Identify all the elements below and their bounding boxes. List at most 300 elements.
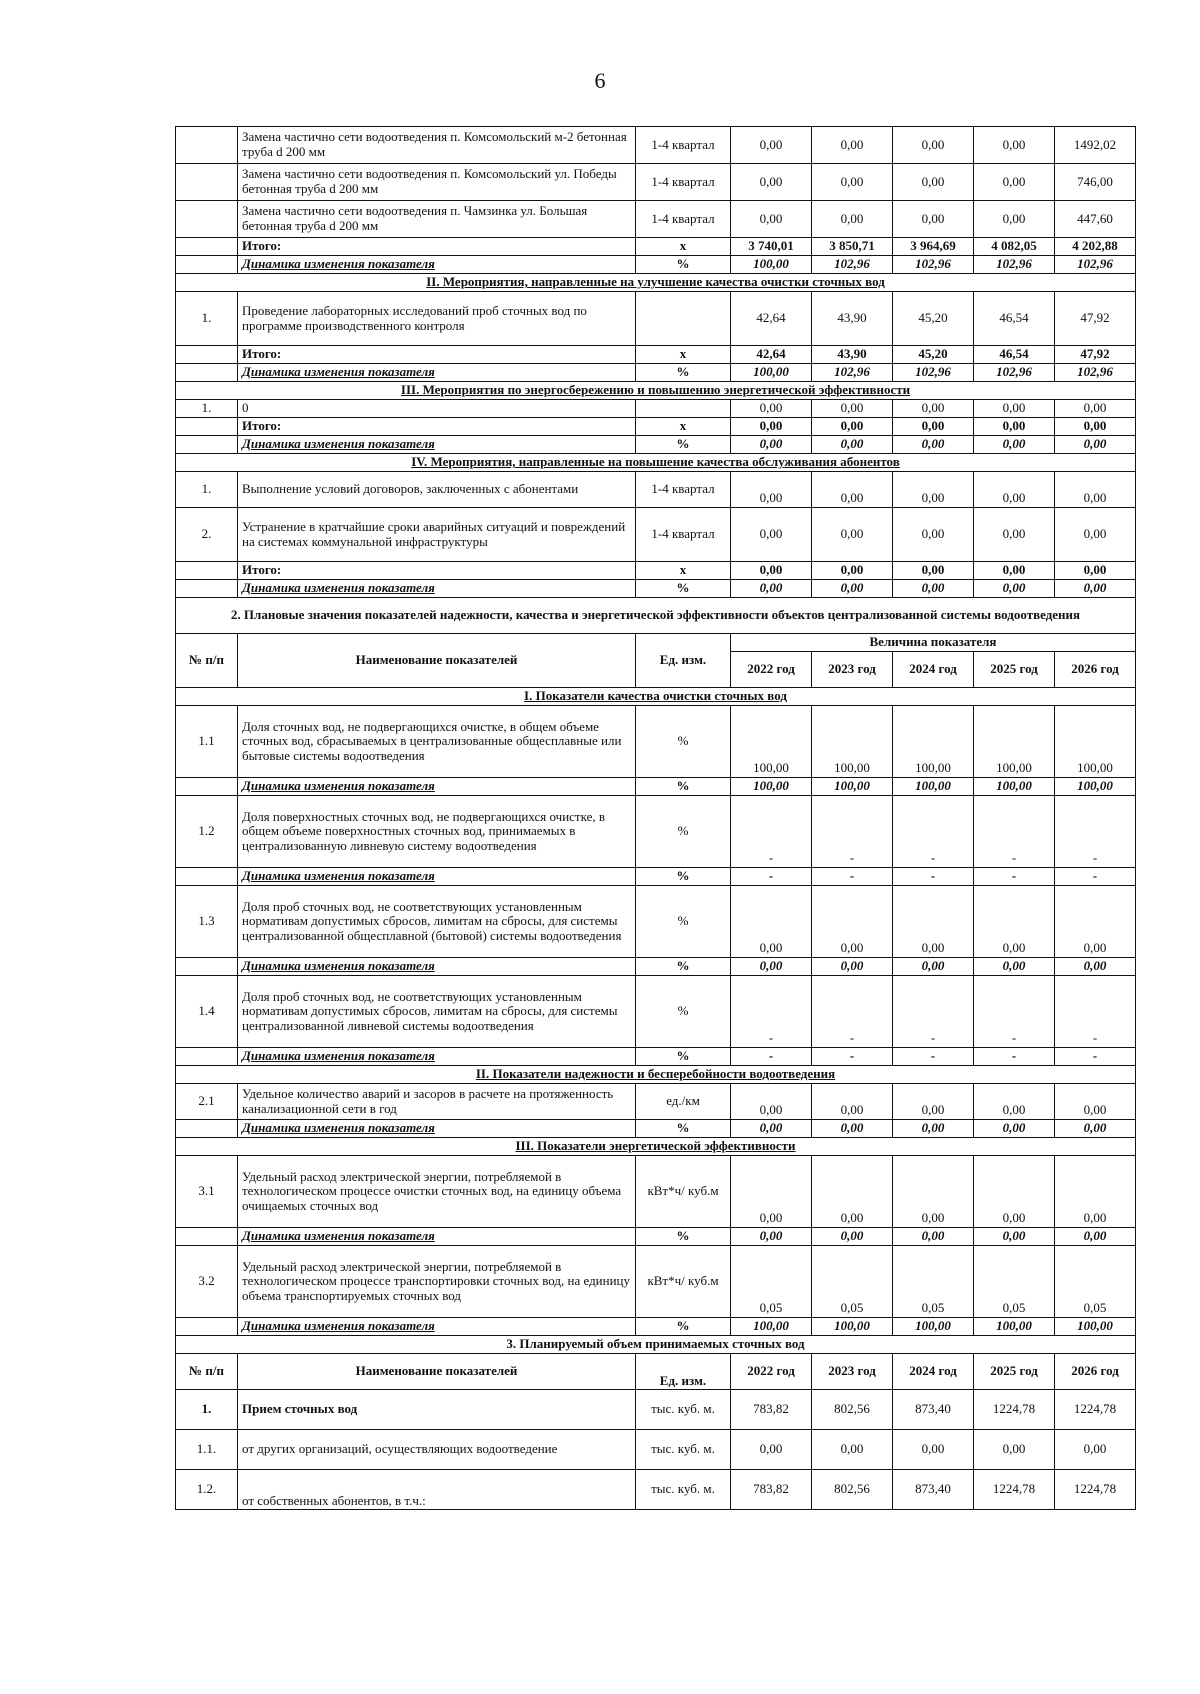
- measure-name: Выполнение условий договоров, заключенных с абонентами: [238, 472, 636, 508]
- value-cell: 0,00: [812, 436, 893, 454]
- value-cell: 46,54: [974, 292, 1055, 346]
- value-cell: 0,00: [1055, 1120, 1136, 1138]
- unit-cell: х: [636, 238, 731, 256]
- value-cell: 0,00: [1055, 436, 1136, 454]
- value-cell: 802,56: [812, 1390, 893, 1430]
- value-cell: 0,00: [893, 562, 974, 580]
- value-cell: 0,05: [893, 1246, 974, 1318]
- table-row: [176, 1156, 1136, 1228]
- row-number: 1.: [176, 1390, 238, 1430]
- value-cell: 873,40: [893, 1390, 974, 1430]
- unit-cell: 1-4 квартал: [636, 472, 731, 508]
- value-cell: -: [812, 796, 893, 868]
- part-header-row: [176, 1336, 1136, 1354]
- row-number: 3.1: [176, 1156, 238, 1228]
- value-cell: 0,00: [731, 418, 812, 436]
- value-cell: 0,00: [974, 1156, 1055, 1228]
- measure-name: 0: [238, 400, 636, 418]
- value-cell: -: [812, 868, 893, 886]
- unit-cell: 1-4 квартал: [636, 508, 731, 562]
- row-number: 1.: [176, 472, 238, 508]
- value-cell: 0,00: [731, 886, 812, 958]
- value-cell: 102,96: [1055, 256, 1136, 274]
- total-label: Итого:: [238, 562, 636, 580]
- value-cell: 0,00: [731, 508, 812, 562]
- dynamics-row: [176, 1048, 1136, 1066]
- header-name: Наименование показателей: [238, 1354, 636, 1390]
- page-number: 6: [594, 68, 606, 93]
- value-cell: -: [812, 1048, 893, 1066]
- header-year: 2022 год: [731, 652, 812, 688]
- header-year: 2022 год: [731, 1354, 812, 1390]
- unit-cell: кВт*ч/ куб.м: [636, 1246, 731, 1318]
- unit-cell: %: [636, 256, 731, 274]
- value-cell: 0,00: [1055, 580, 1136, 598]
- value-cell: 0,00: [812, 400, 893, 418]
- unit-cell: %: [636, 436, 731, 454]
- value-cell: 3 964,69: [893, 238, 974, 256]
- unit-cell: х: [636, 346, 731, 364]
- value-cell: 0,00: [812, 1120, 893, 1138]
- value-cell: 0,05: [731, 1246, 812, 1318]
- total-label: Итого:: [238, 346, 636, 364]
- value-cell: 0,00: [974, 1430, 1055, 1470]
- value-cell: 0,00: [731, 436, 812, 454]
- total-label: Итого:: [238, 238, 636, 256]
- value-cell: 0,00: [812, 1084, 893, 1120]
- value-cell: 100,00: [1055, 1318, 1136, 1336]
- total-row: [176, 562, 1136, 580]
- value-cell: 0,00: [812, 958, 893, 976]
- dynamics-row: [176, 868, 1136, 886]
- section-header-row: [176, 454, 1136, 472]
- value-cell: 0,00: [1055, 1156, 1136, 1228]
- value-cell: 0,00: [893, 164, 974, 201]
- header-name: Наименование показателей: [238, 634, 636, 688]
- value-cell: 0,00: [731, 1430, 812, 1470]
- value-cell: 0,00: [893, 418, 974, 436]
- value-cell: 0,00: [1055, 508, 1136, 562]
- value-cell: 0,00: [974, 472, 1055, 508]
- dynamics-label: Динамика изменения показателя: [238, 958, 636, 976]
- section-header-row: [176, 274, 1136, 292]
- unit-cell: %: [636, 976, 731, 1048]
- table-header-row: [176, 1354, 1136, 1390]
- dynamics-label: Динамика изменения показателя: [238, 1228, 636, 1246]
- value-cell: 0,00: [812, 580, 893, 598]
- value-cell: 0,00: [731, 562, 812, 580]
- value-cell: 4 202,88: [1055, 238, 1136, 256]
- value-cell: 3 850,71: [812, 238, 893, 256]
- indicator-name: Удельный расход электрической энергии, потребляемой в технологическом процессе транспортировки сточных вод, на единицу объема транспортируемых сточных вод: [238, 1246, 636, 1318]
- value-cell: 0,00: [893, 472, 974, 508]
- header-number: № п/п: [176, 634, 238, 688]
- value-cell: 0,05: [974, 1246, 1055, 1318]
- indicator-name: Доля сточных вод, не подвергающихся очистке, в общем объеме сточных вод, сбрасываемых в централизованные общесплавные или бытовые системы водоотведения: [238, 706, 636, 778]
- value-cell: 0,00: [812, 886, 893, 958]
- unit-cell: х: [636, 418, 731, 436]
- indicator-name: Удельное количество аварий и засоров в расчете на протяженность канализационной сети в год: [238, 1084, 636, 1120]
- measure-name: Замена частично сети водоотведения п. Чамзинка ул. Большая бетонная труба d 200 мм: [238, 201, 636, 238]
- value-cell: 0,00: [893, 127, 974, 164]
- measure-name: Замена частично сети водоотведения п. Комсомольский ул. Победы бетонная труба d 200 мм: [238, 164, 636, 201]
- dynamics-row: [176, 256, 1136, 274]
- table-row: [176, 976, 1136, 1048]
- value-cell: 0,00: [974, 886, 1055, 958]
- table-row: [176, 508, 1136, 562]
- header-year: 2024 год: [893, 652, 974, 688]
- value-cell: -: [974, 796, 1055, 868]
- dynamics-row: [176, 1120, 1136, 1138]
- value-cell: 1492,02: [1055, 127, 1136, 164]
- unit-cell: [636, 400, 731, 418]
- value-cell: 46,54: [974, 346, 1055, 364]
- value-cell: 783,82: [731, 1390, 812, 1430]
- table-row: [176, 1084, 1136, 1120]
- value-cell: 0,00: [1055, 1084, 1136, 1120]
- value-cell: 0,00: [893, 1156, 974, 1228]
- unit-cell: %: [636, 868, 731, 886]
- value-cell: 783,82: [731, 1470, 812, 1510]
- section-title: III. Показатели энергетической эффективности: [176, 1138, 1136, 1156]
- unit-cell: %: [636, 706, 731, 778]
- value-cell: 0,00: [974, 1228, 1055, 1246]
- value-cell: -: [893, 1048, 974, 1066]
- table-row: [176, 164, 1136, 201]
- value-cell: 0,00: [974, 1084, 1055, 1120]
- table-row: [176, 292, 1136, 346]
- value-cell: 0,00: [974, 400, 1055, 418]
- value-cell: 0,05: [1055, 1246, 1136, 1318]
- dynamics-label: Динамика изменения показателя: [238, 580, 636, 598]
- value-cell: 0,00: [731, 1084, 812, 1120]
- value-cell: 102,96: [893, 256, 974, 274]
- value-cell: -: [1055, 1048, 1136, 1066]
- unit-cell: ед./км: [636, 1084, 731, 1120]
- value-cell: 0,00: [731, 580, 812, 598]
- indicator-name: Доля проб сточных вод, не соответствующих установленным нормативам допустимых сбросов, лимитам на сбросы, для системы централизованной общесплавной (бытовой) системы водоотведения: [238, 886, 636, 958]
- value-cell: 0,00: [731, 127, 812, 164]
- value-cell: 0,05: [812, 1246, 893, 1318]
- table-row: [176, 472, 1136, 508]
- section-header-row: [176, 1066, 1136, 1084]
- value-cell: 0,00: [731, 472, 812, 508]
- dynamics-label: Динамика изменения показателя: [238, 364, 636, 382]
- header-year: 2023 год: [812, 1354, 893, 1390]
- indicator-name: Доля поверхностных сточных вод, не подвергающихся очистке, в общем объеме поверхностных сточных вод, принимаемых в централизованную ливневую систему водоотведения: [238, 796, 636, 868]
- header-year: 2025 год: [974, 1354, 1055, 1390]
- part-title: 2. Плановые значения показателей надежности, качества и энергетической эффективности объектов централизованной системы водоотведения: [176, 598, 1136, 634]
- value-cell: -: [731, 1048, 812, 1066]
- value-cell: 0,00: [1055, 958, 1136, 976]
- dynamics-row: [176, 580, 1136, 598]
- value-cell: 0,00: [974, 508, 1055, 562]
- section-title: I. Показатели качества очистки сточных вод: [176, 688, 1136, 706]
- dynamics-row: [176, 364, 1136, 382]
- value-cell: 0,00: [731, 201, 812, 238]
- value-cell: -: [1055, 868, 1136, 886]
- value-cell: 100,00: [812, 778, 893, 796]
- header-number: № п/п: [176, 1354, 238, 1390]
- volume-name: от других организаций, осуществляющих водоотведение: [238, 1430, 636, 1470]
- unit-cell: %: [636, 958, 731, 976]
- value-cell: 100,00: [731, 778, 812, 796]
- value-cell: 100,00: [1055, 706, 1136, 778]
- unit-cell: %: [636, 1048, 731, 1066]
- value-cell: 746,00: [1055, 164, 1136, 201]
- value-cell: 1224,78: [974, 1390, 1055, 1430]
- table-row: [176, 886, 1136, 958]
- value-cell: -: [731, 868, 812, 886]
- indicator-name: Доля проб сточных вод, не соответствующих установленным нормативам допустимых сбросов, лимитам на сбросы, для системы централизованной ливневой системы водоотведения: [238, 976, 636, 1048]
- measure-name: Устранение в кратчайшие сроки аварийных ситуаций и повреждений на системах коммунальной инфраструктуры: [238, 508, 636, 562]
- value-cell: 0,00: [974, 201, 1055, 238]
- value-cell: 0,00: [812, 562, 893, 580]
- value-cell: 100,00: [893, 706, 974, 778]
- header-year: 2024 год: [893, 1354, 974, 1390]
- value-cell: 45,20: [893, 292, 974, 346]
- total-row: [176, 238, 1136, 256]
- value-cell: 100,00: [812, 706, 893, 778]
- value-cell: 0,00: [893, 1430, 974, 1470]
- value-cell: 102,96: [893, 364, 974, 382]
- row-number: 1.: [176, 292, 238, 346]
- table-row: [176, 400, 1136, 418]
- value-cell: -: [731, 976, 812, 1048]
- section-header-row: [176, 688, 1136, 706]
- value-cell: 0,00: [893, 436, 974, 454]
- value-cell: 0,00: [974, 580, 1055, 598]
- value-cell: 3 740,01: [731, 238, 812, 256]
- value-cell: 0,00: [812, 472, 893, 508]
- value-cell: -: [893, 976, 974, 1048]
- value-cell: 0,00: [893, 886, 974, 958]
- volume-name: от собственных абонентов, в т.ч.:: [238, 1470, 636, 1510]
- value-cell: 447,60: [1055, 201, 1136, 238]
- row-number: 1.1: [176, 706, 238, 778]
- value-cell: 0,00: [731, 1120, 812, 1138]
- header-values: Величина показателя: [731, 634, 1136, 652]
- value-cell: 0,00: [1055, 418, 1136, 436]
- dynamics-label: Динамика изменения показателя: [238, 868, 636, 886]
- value-cell: 0,00: [974, 958, 1055, 976]
- unit-cell: %: [636, 1318, 731, 1336]
- value-cell: 0,00: [812, 127, 893, 164]
- part-title: 3. Планируемый объем принимаемых сточных вод: [176, 1336, 1136, 1354]
- value-cell: 0,00: [731, 164, 812, 201]
- volume-name: Прием сточных вод: [238, 1390, 636, 1430]
- indicator-name: Удельный расход электрической энергии, потребляемой в технологическом процессе очистки сточных вод, на единицу объема очищаемых сточных вод: [238, 1156, 636, 1228]
- unit-cell: 1-4 квартал: [636, 127, 731, 164]
- dynamics-row: [176, 958, 1136, 976]
- value-cell: 0,00: [731, 400, 812, 418]
- row-number: 1.3: [176, 886, 238, 958]
- dynamics-label: Динамика изменения показателя: [238, 256, 636, 274]
- value-cell: 0,00: [974, 127, 1055, 164]
- measure-name: Замена частично сети водоотведения п. Комсомольский м-2 бетонная труба d 200 мм: [238, 127, 636, 164]
- value-cell: 0,00: [812, 508, 893, 562]
- table-row: [176, 1390, 1136, 1430]
- value-cell: 0,00: [893, 1228, 974, 1246]
- unit-cell: %: [636, 1120, 731, 1138]
- value-cell: 43,90: [812, 346, 893, 364]
- value-cell: 0,00: [812, 201, 893, 238]
- dynamics-label: Динамика изменения показателя: [238, 1120, 636, 1138]
- value-cell: 0,00: [974, 164, 1055, 201]
- table-row: [176, 706, 1136, 778]
- value-cell: 0,00: [893, 580, 974, 598]
- row-number: 1.2: [176, 796, 238, 868]
- total-row: [176, 346, 1136, 364]
- dynamics-row: [176, 1228, 1136, 1246]
- header-year: 2025 год: [974, 652, 1055, 688]
- value-cell: 802,56: [812, 1470, 893, 1510]
- value-cell: 0,00: [1055, 886, 1136, 958]
- row-number: 1.4: [176, 976, 238, 1048]
- table-row: [176, 796, 1136, 868]
- dynamics-row: [176, 778, 1136, 796]
- value-cell: 1224,78: [1055, 1470, 1136, 1510]
- value-cell: 0,00: [974, 562, 1055, 580]
- dynamics-row: [176, 436, 1136, 454]
- dynamics-label: Динамика изменения показателя: [238, 436, 636, 454]
- value-cell: -: [974, 976, 1055, 1048]
- value-cell: 0,00: [1055, 1430, 1136, 1470]
- part-header-row: [176, 598, 1136, 634]
- value-cell: -: [812, 976, 893, 1048]
- header-unit: Ед. изм.: [636, 1354, 731, 1390]
- value-cell: -: [893, 796, 974, 868]
- value-cell: 0,00: [893, 1120, 974, 1138]
- table-row: [176, 1246, 1136, 1318]
- unit-cell: [636, 292, 731, 346]
- value-cell: 102,96: [974, 364, 1055, 382]
- value-cell: 45,20: [893, 346, 974, 364]
- value-cell: 0,00: [893, 400, 974, 418]
- value-cell: 1224,78: [974, 1470, 1055, 1510]
- value-cell: 0,00: [893, 1084, 974, 1120]
- value-cell: 100,00: [974, 1318, 1055, 1336]
- unit-cell: кВт*ч/ куб.м: [636, 1156, 731, 1228]
- value-cell: 100,00: [974, 706, 1055, 778]
- value-cell: -: [731, 796, 812, 868]
- total-row: [176, 418, 1136, 436]
- row-number: 2.: [176, 508, 238, 562]
- section-title: II. Показатели надежности и бесперебойности водоотведения: [176, 1066, 1136, 1084]
- value-cell: 100,00: [731, 706, 812, 778]
- value-cell: 0,00: [731, 958, 812, 976]
- table-row: [176, 127, 1136, 164]
- row-number: 2.1: [176, 1084, 238, 1120]
- header-year: 2026 год: [1055, 1354, 1136, 1390]
- measure-name: Проведение лабораторных исследований проб сточных вод по программе производственного контроля: [238, 292, 636, 346]
- unit-cell: %: [636, 796, 731, 868]
- unit-cell: тыс. куб. м.: [636, 1390, 731, 1430]
- row-number: 3.2: [176, 1246, 238, 1318]
- value-cell: 0,00: [812, 418, 893, 436]
- unit-cell: х: [636, 562, 731, 580]
- dynamics-row: [176, 1318, 1136, 1336]
- value-cell: 0,00: [812, 1430, 893, 1470]
- value-cell: -: [893, 868, 974, 886]
- row-number: 1.1.: [176, 1430, 238, 1470]
- table-row: [176, 1470, 1136, 1510]
- plan-table: [175, 126, 1136, 1510]
- value-cell: -: [1055, 976, 1136, 1048]
- value-cell: 42,64: [731, 346, 812, 364]
- value-cell: 100,00: [1055, 778, 1136, 796]
- value-cell: 102,96: [1055, 364, 1136, 382]
- row-number: 1.2.: [176, 1470, 238, 1510]
- value-cell: 0,00: [974, 418, 1055, 436]
- value-cell: 0,00: [893, 508, 974, 562]
- value-cell: 0,00: [893, 958, 974, 976]
- header-unit: Ед. изм.: [636, 634, 731, 688]
- total-label: Итого:: [238, 418, 636, 436]
- value-cell: 0,00: [1055, 562, 1136, 580]
- table-row: [176, 1430, 1136, 1470]
- header-year: 2023 год: [812, 652, 893, 688]
- unit-cell: %: [636, 778, 731, 796]
- unit-cell: 1-4 квартал: [636, 201, 731, 238]
- value-cell: 102,96: [974, 256, 1055, 274]
- unit-cell: %: [636, 1228, 731, 1246]
- table-row: [176, 201, 1136, 238]
- value-cell: -: [974, 868, 1055, 886]
- value-cell: 100,00: [893, 778, 974, 796]
- value-cell: 100,00: [731, 1318, 812, 1336]
- value-cell: 0,00: [1055, 472, 1136, 508]
- value-cell: 47,92: [1055, 346, 1136, 364]
- value-cell: 0,00: [974, 436, 1055, 454]
- unit-cell: тыс. куб. м.: [636, 1470, 731, 1510]
- section-header-row: [176, 382, 1136, 400]
- value-cell: 100,00: [731, 256, 812, 274]
- value-cell: 102,96: [812, 256, 893, 274]
- value-cell: 4 082,05: [974, 238, 1055, 256]
- value-cell: 873,40: [893, 1470, 974, 1510]
- value-cell: 100,00: [974, 778, 1055, 796]
- value-cell: -: [974, 1048, 1055, 1066]
- unit-cell: %: [636, 364, 731, 382]
- value-cell: 0,00: [812, 164, 893, 201]
- value-cell: 100,00: [731, 364, 812, 382]
- dynamics-label: Динамика изменения показателя: [238, 778, 636, 796]
- unit-cell: тыс. куб. м.: [636, 1430, 731, 1470]
- section-title: II. Мероприятия, направленные на улучшение качества очистки сточных вод: [176, 274, 1136, 292]
- value-cell: 0,00: [812, 1156, 893, 1228]
- value-cell: 0,00: [812, 1228, 893, 1246]
- unit-cell: %: [636, 886, 731, 958]
- value-cell: 43,90: [812, 292, 893, 346]
- value-cell: -: [1055, 796, 1136, 868]
- value-cell: 0,00: [731, 1156, 812, 1228]
- header-year: 2026 год: [1055, 652, 1136, 688]
- value-cell: 0,00: [1055, 1228, 1136, 1246]
- row-number: 1.: [176, 400, 238, 418]
- value-cell: 42,64: [731, 292, 812, 346]
- value-cell: 100,00: [893, 1318, 974, 1336]
- section-header-row: [176, 1138, 1136, 1156]
- value-cell: 0,00: [893, 201, 974, 238]
- value-cell: 100,00: [812, 1318, 893, 1336]
- section-title: IV. Мероприятия, направленные на повышение качества обслуживания абонентов: [176, 454, 1136, 472]
- unit-cell: %: [636, 580, 731, 598]
- section-title: III. Мероприятия по энергосбережению и повышению энергетической эффективности: [176, 382, 1136, 400]
- value-cell: 47,92: [1055, 292, 1136, 346]
- value-cell: 0,00: [731, 1228, 812, 1246]
- value-cell: 1224,78: [1055, 1390, 1136, 1430]
